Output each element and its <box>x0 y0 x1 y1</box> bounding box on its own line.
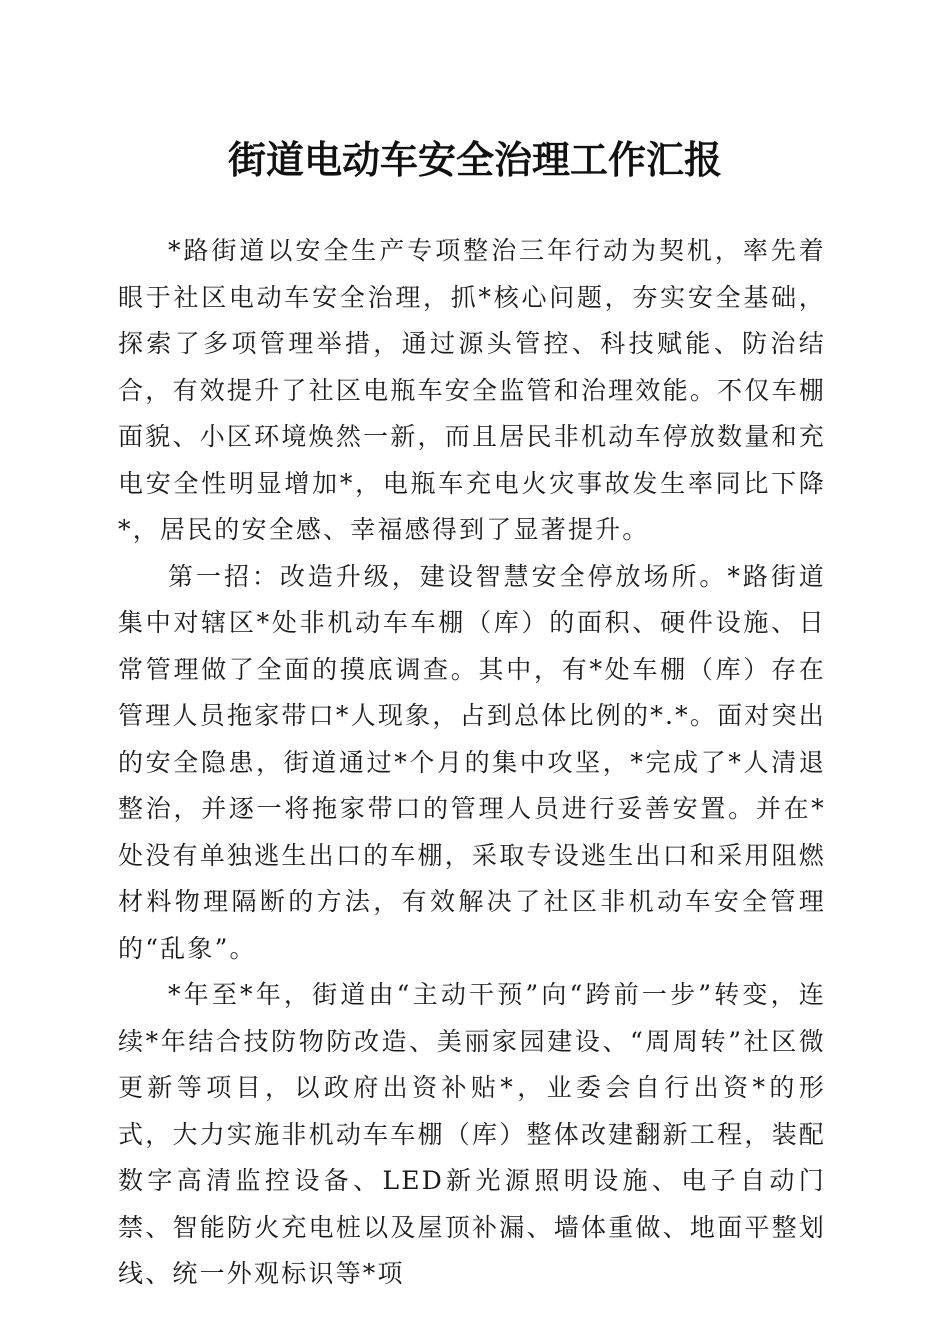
paragraph-renovation: *年至*年，街道由“主动干预”向“跨前一步”转变，连续*年结合技防物防改造、美丽家园建设、“周周转”社区微更新等项目，以政府出资补贴*，业委会自行出资*的形式，大力实施非机动车车棚（库）整体改建翻新工程，装配数字高清监控设备、LED新光源照明设施、电子自动门禁、智能防火充电桩以及屋顶补漏、墙体重做、地面平整划线、统一外观标识等*项 <box>118 980 826 1288</box>
document-body <box>118 228 826 1298</box>
document-title: 街道电动车安全治理工作汇报 <box>227 137 722 182</box>
paragraph-intro: *路街道以安全生产专项整治三年行动为契机，率先着眼于社区电动车安全治理，抓*核心问题，夯实安全基础，探索了多项管理举措，通过源头管控、科技赋能、防治结合，有效提升了社区电瓶车安全监管和治理效能。不仅车棚面貌、小区环境焕然一新，而且居民非机动车停放数量和充电安全性明显增加*，电瓶车充电火灾事故发生率同比下降*，居民的安全感、幸福感得到了显著提升。 <box>118 236 826 544</box>
paragraph-first-measure: 第一招：改造升级，建设智慧安全停放场所。*路街道集中对辖区*处非机动车车棚（库）的面积、硬件设施、日常管理做了全面的摸底调查。其中，有*处车棚（库）存在管理人员拖家带口*人现象，占到总体比例的*.*。面对突出的安全隐患，街道通过*个月的集中攻坚，*完成了*人清退整治，并逐一将拖家带口的管理人员进行妥善安置。并在*处没有单独逃生出口的车棚，采取专设逃生出口和采用阻燃材料物理隔断的方法，有效解决了社区非机动车安全管理的“乱象”。 <box>118 561 826 963</box>
